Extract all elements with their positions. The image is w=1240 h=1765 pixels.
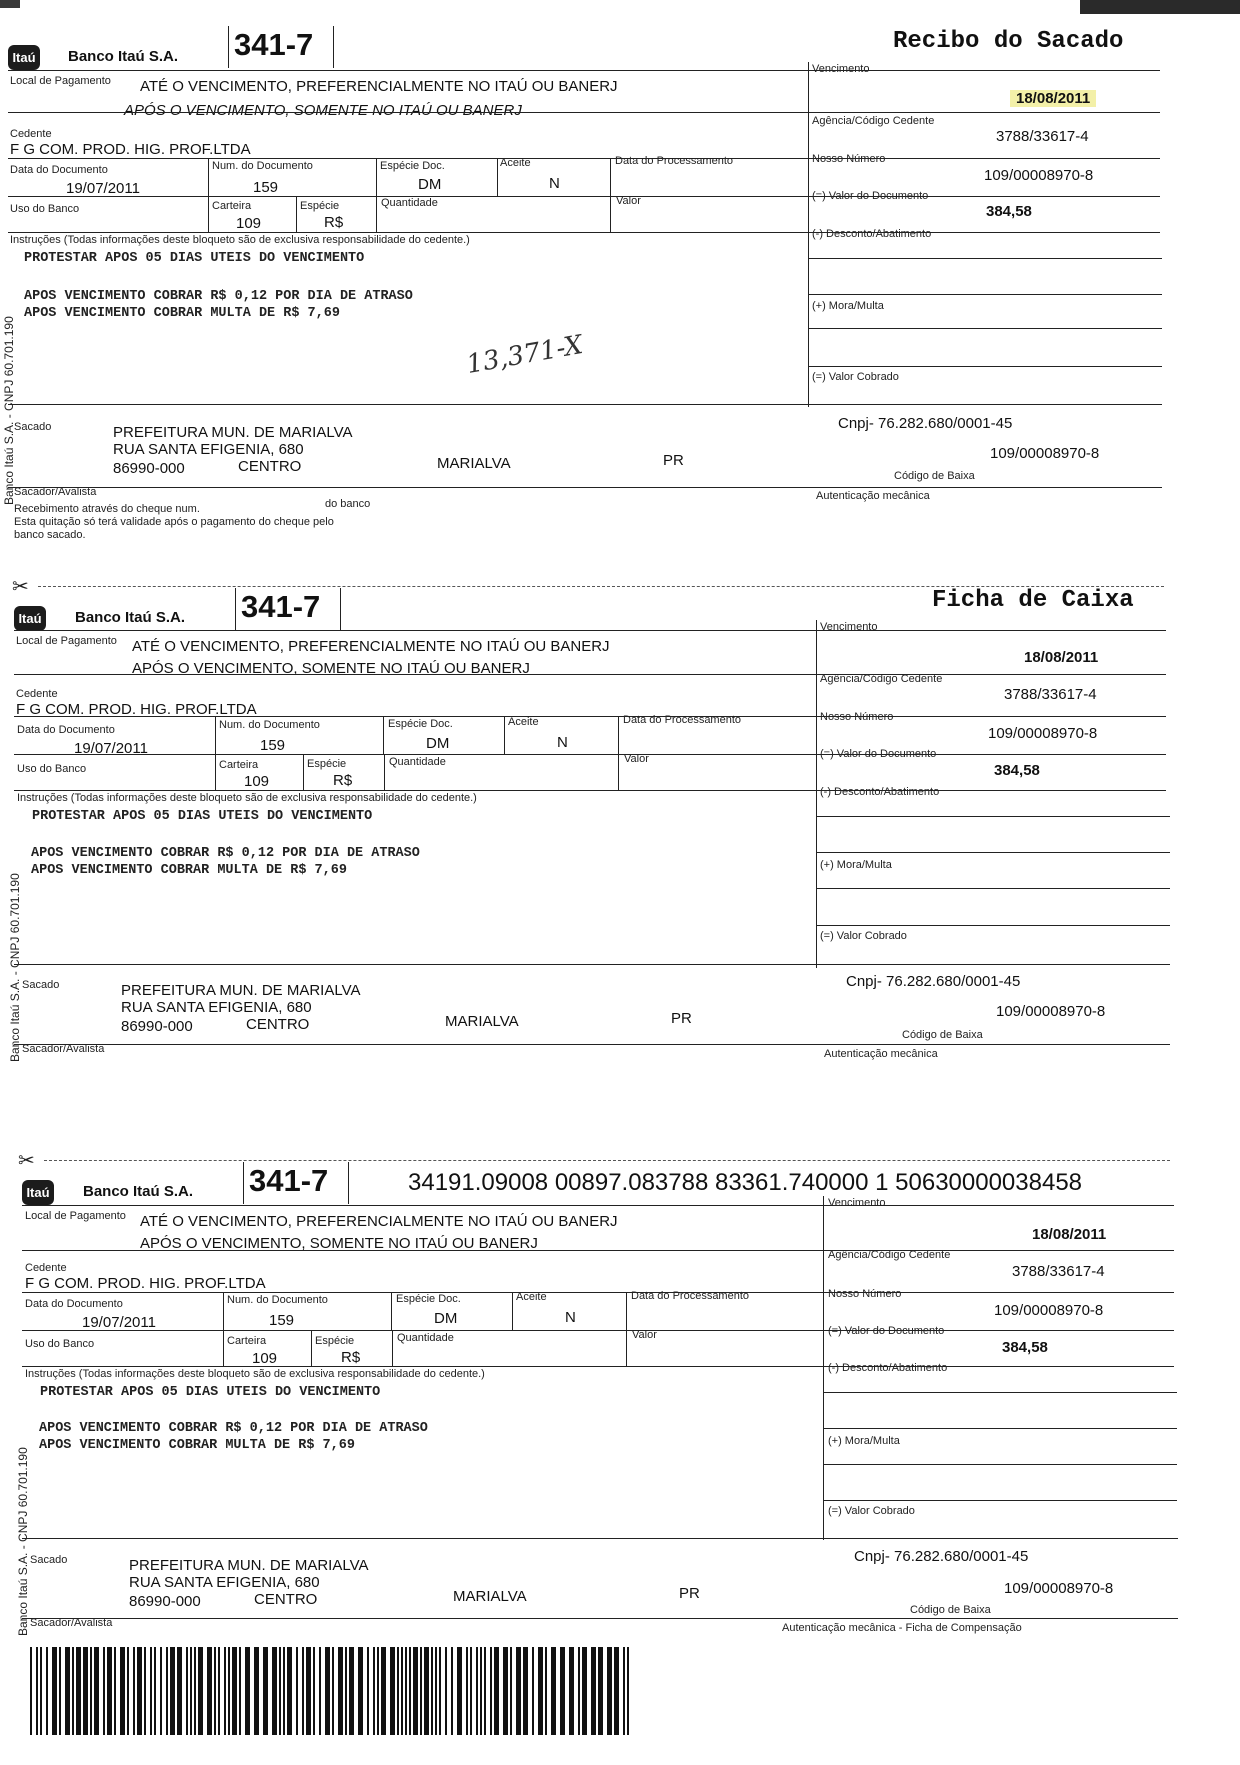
sacado-bairro: CENTRO	[246, 1016, 310, 1033]
barcode-bar	[445, 1647, 447, 1735]
barcode-bar	[239, 1647, 241, 1735]
barcode-bar	[358, 1647, 363, 1735]
barcode-bar	[65, 1647, 70, 1735]
barcode-bar	[245, 1647, 250, 1735]
barcode-bar	[218, 1647, 220, 1735]
local-pagamento-line1: ATÉ O VENCIMENTO, PREFERENCIALMENTE NO ITAÚ OU BANERJ	[132, 638, 610, 655]
especie-doc-value: DM	[426, 735, 450, 752]
barcode-bar	[228, 1647, 230, 1735]
barcode-bar	[76, 1647, 81, 1735]
sacado-cidade: MARIALVA	[437, 455, 511, 472]
barcode-bar	[313, 1647, 315, 1735]
barcode-bar	[114, 1647, 116, 1735]
barcode-bar	[598, 1647, 603, 1735]
barcode-bar	[46, 1647, 48, 1735]
sacado-uf: PR	[679, 1585, 700, 1602]
data-documento-value: 19/07/2011	[74, 740, 148, 757]
data-documento-value: 19/07/2011	[82, 1314, 156, 1331]
barcode-bar	[466, 1647, 468, 1735]
sacado-cep: 86990-000	[121, 1018, 193, 1035]
agencia-value: 3788/33617-4	[1012, 1263, 1105, 1280]
bank-name: Banco Itaú S.A.	[83, 1183, 194, 1200]
carteira-value: 109	[244, 773, 270, 790]
barcode-bar	[390, 1647, 395, 1735]
barcode-bar	[302, 1647, 304, 1735]
barcode-bar	[516, 1647, 521, 1735]
agencia-value: 3788/33617-4	[996, 128, 1089, 145]
aceite-value: N	[549, 175, 560, 192]
barcode-bar	[107, 1647, 112, 1735]
barcode-bar	[397, 1647, 399, 1735]
barcode-bar	[413, 1647, 418, 1735]
barcode-bar	[52, 1647, 57, 1735]
barcode-bar	[207, 1647, 212, 1735]
barcode-bar	[120, 1647, 125, 1735]
cedente-value: F G COM. PROD. HIG. PROF.LTDA	[10, 141, 251, 158]
aceite-value: N	[565, 1309, 576, 1326]
barcode-bar	[494, 1647, 499, 1735]
barcode-bar	[627, 1647, 629, 1735]
barcode-bar	[144, 1647, 146, 1735]
barcode-bar	[551, 1647, 556, 1735]
barcode-bar	[367, 1647, 369, 1735]
sacado-cep: 86990-000	[129, 1593, 201, 1610]
bank-side-text: Banco Itaú S.A. - CNPJ 60.701.190	[8, 873, 22, 1062]
barcode-bar	[40, 1647, 42, 1735]
barcode-bar	[272, 1647, 277, 1735]
barcode-bar	[623, 1647, 625, 1735]
barcode-bar	[503, 1647, 508, 1735]
barcode-bar	[166, 1647, 168, 1735]
section-title: Recibo do Sacado	[893, 28, 1124, 55]
cedente-value: F G COM. PROD. HIG. PROF.LTDA	[25, 1275, 266, 1292]
carteira-value: 109	[252, 1350, 278, 1367]
instruction-2: APOS VENCIMENTO COBRAR R$ 0,12 POR DIA DE ATRASO	[24, 289, 413, 304]
itau-logo: Itaú	[14, 606, 46, 631]
codigo-baixa-value: 109/00008970-8	[990, 445, 1100, 462]
barcode-bar	[198, 1647, 203, 1735]
barcode-bar	[224, 1647, 226, 1735]
barcode-bar	[405, 1647, 407, 1735]
sacado-bairro: CENTRO	[238, 458, 302, 475]
barcode-bar	[283, 1647, 285, 1735]
valor-documento-value: 384,58	[1002, 1339, 1048, 1356]
barcode-bar	[127, 1647, 129, 1735]
barcode-bar	[232, 1647, 237, 1735]
barcode-bar	[420, 1647, 422, 1735]
barcode-bar	[186, 1647, 188, 1735]
bank-code: 341-7	[234, 27, 314, 62]
barcode-bar	[90, 1647, 92, 1735]
barcode-bar	[72, 1647, 74, 1735]
barcode-bar	[263, 1647, 268, 1735]
barcode-bar	[137, 1647, 142, 1735]
barcode-bar	[545, 1647, 547, 1735]
instruction-1: PROTESTAR APOS 05 DIAS UTEIS DO VENCIMENTO	[40, 1385, 381, 1400]
bank-side-text: Banco Itaú S.A. - CNPJ 60.701.190	[16, 1447, 30, 1636]
barcode-bar	[523, 1647, 528, 1735]
barcode-bar	[435, 1647, 437, 1735]
data-documento-value: 19/07/2011	[66, 180, 140, 197]
valor-documento-value: 384,58	[986, 203, 1032, 220]
cut-line	[44, 1160, 1170, 1161]
barcode-bar	[36, 1647, 38, 1735]
vencimento-value: 18/08/2011	[1032, 1226, 1107, 1243]
barcode-bar	[103, 1647, 105, 1735]
barcode-bar	[431, 1647, 433, 1735]
sacado-rua: RUA SANTA EFIGENIA, 680	[113, 441, 304, 458]
cnpj: Cnpj- 76.282.680/0001-45	[854, 1548, 1029, 1565]
barcode-bar	[287, 1647, 292, 1735]
barcode-bar	[349, 1647, 354, 1735]
barcode-bar	[377, 1647, 379, 1735]
instruction-2: APOS VENCIMENTO COBRAR R$ 0,12 POR DIA DE ATRASO	[39, 1421, 428, 1436]
valor-documento-value: 384,58	[994, 762, 1040, 779]
scan-corner-artifact	[0, 0, 20, 8]
section-title: Ficha de Caixa	[932, 587, 1134, 614]
vencimento-value: 18/08/2011	[1024, 649, 1099, 666]
codigo-baixa-value: 109/00008970-8	[996, 1003, 1106, 1020]
barcode-bar	[345, 1647, 347, 1735]
codigo-baixa-value: 109/00008970-8	[1004, 1580, 1114, 1597]
especie-value: R$	[333, 772, 353, 789]
scissors-icon: ✂	[12, 576, 29, 598]
agencia-value: 3788/33617-4	[1004, 686, 1097, 703]
barcode-bar	[306, 1647, 311, 1735]
instruction-3: APOS VENCIMENTO COBRAR MULTA DE R$ 7,69	[31, 863, 347, 878]
barcode	[30, 1647, 636, 1735]
barcode-bar	[451, 1647, 453, 1735]
local-pagamento-line2: APÓS O VENCIMENTO, SOMENTE NO ITAÚ OU BANERJ	[140, 1235, 538, 1252]
barcode-bar	[279, 1647, 281, 1735]
instruction-1: PROTESTAR APOS 05 DIAS UTEIS DO VENCIMENTO	[32, 809, 373, 824]
instruction-1: PROTESTAR APOS 05 DIAS UTEIS DO VENCIMENTO	[24, 251, 365, 266]
local-pagamento-line1: ATÉ O VENCIMENTO, PREFERENCIALMENTE NO ITAÚ OU BANERJ	[140, 78, 618, 95]
sacado-rua: RUA SANTA EFIGENIA, 680	[129, 1574, 320, 1591]
nosso-numero-value: 109/00008970-8	[984, 167, 1094, 184]
barcode-bar	[296, 1647, 298, 1735]
barcode-bar	[150, 1647, 152, 1735]
barcode-bar	[457, 1647, 462, 1735]
sacado-nome: PREFEITURA MUN. DE MARIALVA	[113, 424, 353, 441]
local-pagamento-line2: APÓS O VENCIMENTO, SOMENTE NO ITAÚ OU BANERJ	[132, 660, 530, 677]
local-pagamento-line2: APÓS O VENCIMENTO, SOMENTE NO ITAÚ OU BANERJ	[124, 102, 522, 119]
cnpj: Cnpj- 76.282.680/0001-45	[846, 973, 1021, 990]
barcode-bar	[170, 1647, 175, 1735]
sacado-uf: PR	[671, 1010, 692, 1027]
handwritten-note: 13,371-X	[464, 330, 586, 380]
barcode-bar	[582, 1647, 587, 1735]
barcode-bar	[254, 1647, 259, 1735]
local-pagamento-line1: ATÉ O VENCIMENTO, PREFERENCIALMENTE NO ITAÚ OU BANERJ	[140, 1213, 618, 1230]
linha-digitavel: 34191.09008 00897.083788 83361.740000 1 50630000038458	[408, 1169, 1083, 1196]
barcode-bar	[30, 1647, 32, 1735]
num-documento-value: 159	[269, 1312, 295, 1329]
barcode-bar	[409, 1647, 411, 1735]
bank-name: Banco Itaú S.A.	[75, 609, 186, 626]
sacado-bairro: CENTRO	[254, 1591, 318, 1608]
barcode-bar	[214, 1647, 216, 1735]
barcode-bar	[578, 1647, 580, 1735]
scan-corner-artifact	[1080, 0, 1240, 14]
sacado-nome: PREFEITURA MUN. DE MARIALVA	[121, 982, 361, 999]
barcode-bar	[177, 1647, 182, 1735]
bank-code: 341-7	[241, 589, 321, 624]
barcode-bar	[490, 1647, 492, 1735]
barcode-bar	[373, 1647, 375, 1735]
barcode-bar	[424, 1647, 429, 1735]
num-documento-value: 159	[253, 179, 279, 196]
sacado-cidade: MARIALVA	[453, 1588, 527, 1605]
instruction-3: APOS VENCIMENTO COBRAR MULTA DE R$ 7,69	[39, 1438, 355, 1453]
barcode-bar	[538, 1647, 543, 1735]
barcode-bar	[569, 1647, 574, 1735]
barcode-bar	[59, 1647, 61, 1735]
barcode-bar	[476, 1647, 478, 1735]
nosso-numero-value: 109/00008970-8	[988, 725, 1098, 742]
num-documento-value: 159	[260, 737, 286, 754]
barcode-bar	[332, 1647, 334, 1735]
carteira-value: 109	[236, 215, 262, 232]
barcode-bar	[154, 1647, 156, 1735]
barcode-bar	[338, 1647, 343, 1735]
bank-name: Banco Itaú S.A.	[68, 48, 179, 65]
sacado-uf: PR	[663, 452, 684, 469]
cedente-value: F G COM. PROD. HIG. PROF.LTDA	[16, 701, 257, 718]
sacado-cidade: MARIALVA	[445, 1013, 519, 1030]
barcode-bar	[510, 1647, 512, 1735]
barcode-bar	[614, 1647, 619, 1735]
itau-logo: Itaú	[22, 1180, 54, 1205]
cnpj: Cnpj- 76.282.680/0001-45	[838, 415, 1013, 432]
barcode-bar	[94, 1647, 99, 1735]
especie-doc-value: DM	[434, 1310, 458, 1327]
scissors-icon: ✂	[18, 1150, 35, 1172]
aceite-value: N	[557, 734, 568, 751]
barcode-bar	[560, 1647, 565, 1735]
sacado-nome: PREFEITURA MUN. DE MARIALVA	[129, 1557, 369, 1574]
especie-value: R$	[341, 1349, 361, 1366]
barcode-bar	[591, 1647, 596, 1735]
sacado-cep: 86990-000	[113, 460, 185, 477]
barcode-bar	[607, 1647, 612, 1735]
barcode-bar	[190, 1647, 192, 1735]
bank-code: 341-7	[249, 1163, 329, 1198]
cheque-banco: do banco	[325, 498, 371, 510]
barcode-bar	[194, 1647, 196, 1735]
especie-value: R$	[324, 214, 344, 231]
barcode-bar	[319, 1647, 321, 1735]
vencimento-value: 18/08/2011	[1010, 90, 1096, 107]
cheque-note-1: Recebimento através do cheque num.	[14, 503, 200, 515]
itau-logo: Itaú	[8, 45, 40, 70]
barcode-bar	[439, 1647, 441, 1735]
especie-doc-value: DM	[418, 176, 442, 193]
cheque-note-3: banco sacado.	[14, 529, 86, 541]
sacado-rua: RUA SANTA EFIGENIA, 680	[121, 999, 312, 1016]
barcode-bar	[484, 1647, 486, 1735]
bank-side-text: Banco Itaú S.A. - CNPJ 60.701.190	[2, 316, 16, 505]
barcode-bar	[401, 1647, 403, 1735]
barcode-bar	[83, 1647, 88, 1735]
barcode-bar	[325, 1647, 330, 1735]
barcode-bar	[381, 1647, 386, 1735]
cheque-note-2: Esta quitação só terá validade após o pagamento do cheque pelo	[14, 516, 334, 528]
barcode-bar	[532, 1647, 534, 1735]
instruction-3: APOS VENCIMENTO COBRAR MULTA DE R$ 7,69	[24, 306, 340, 321]
nosso-numero-value: 109/00008970-8	[994, 1302, 1104, 1319]
barcode-bar	[133, 1647, 135, 1735]
barcode-bar	[160, 1647, 162, 1735]
barcode-bar	[470, 1647, 472, 1735]
barcode-bar	[480, 1647, 482, 1735]
instruction-2: APOS VENCIMENTO COBRAR R$ 0,12 POR DIA DE ATRASO	[31, 846, 420, 861]
